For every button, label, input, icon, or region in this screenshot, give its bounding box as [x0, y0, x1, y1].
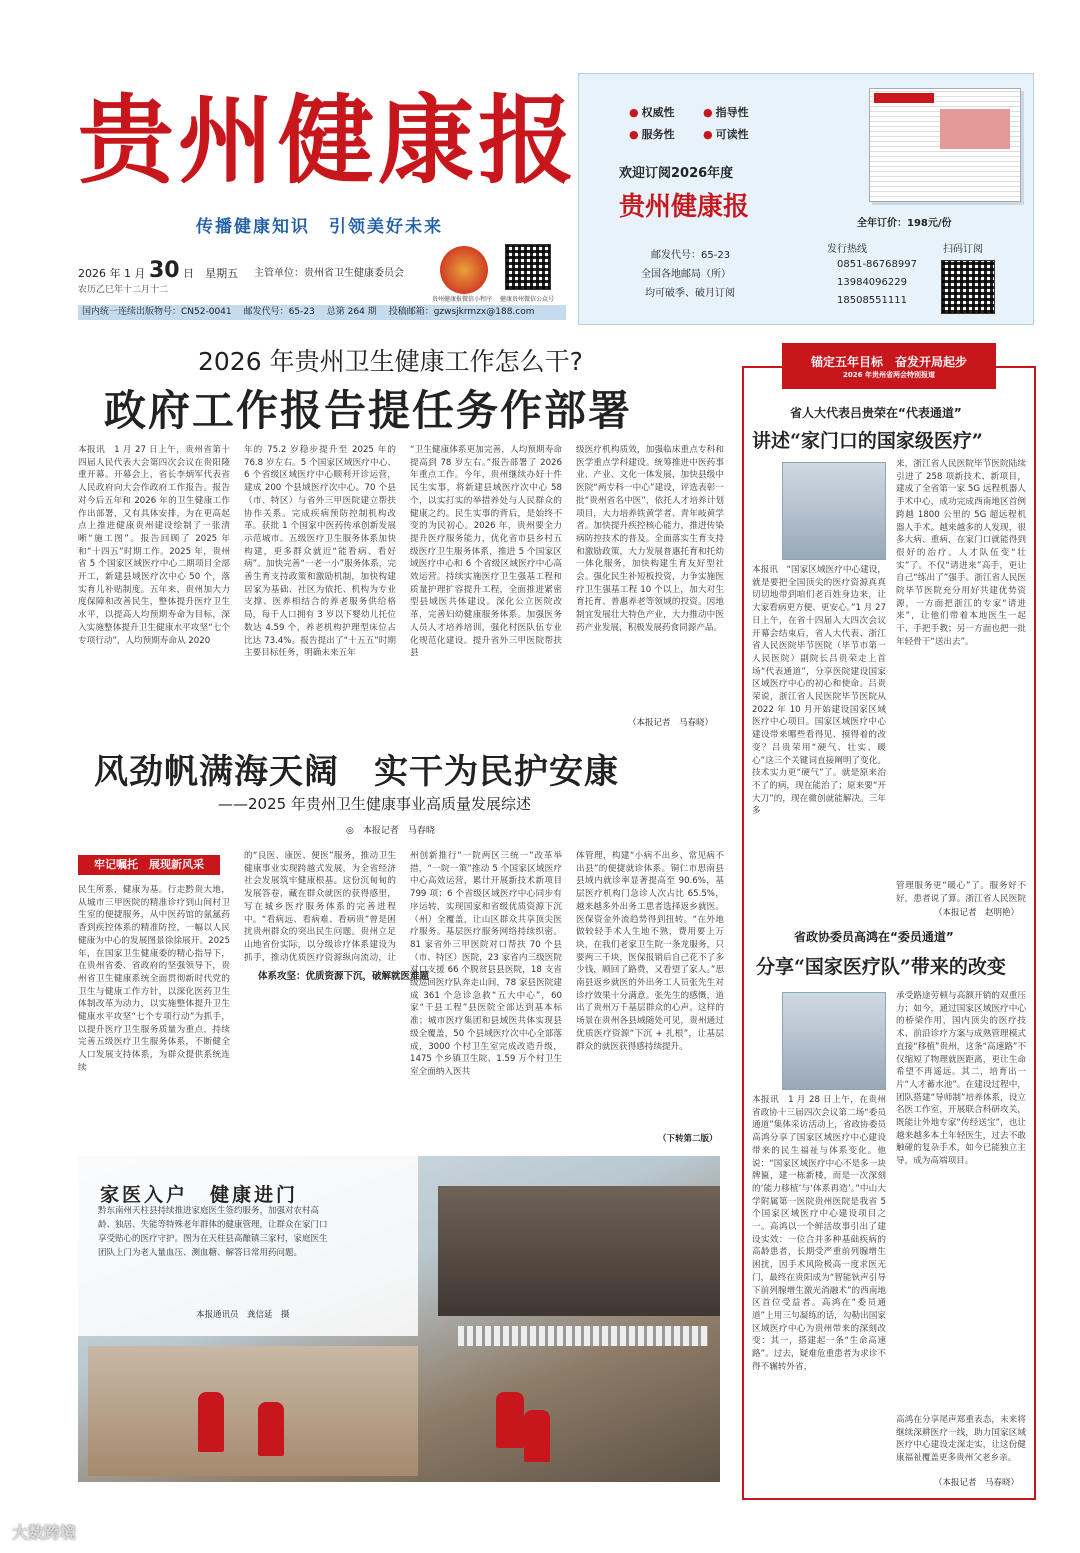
story2-text-main: 本报讯 1 月 28 日上午，在贵州省政协十三届四次会议第二场“委员通道”集体采访活动上，省政协委员高鸿分享了国家区域医疗中心建设带来的民生福祉与体系变化。他说：“国家区域医疗中心不是多一块牌匾，建一栋新楼，而是一次深刻的‘能力移植’与‘体系再造’。”中山大学附属第一医院贵州医院是我省 5 个国家区域医疗中心建设项目之一。高鸿以一个鲜活故事引出了建设实效：一位合并多种基础疾病的高龄患者，长期受严重前列腺增生困扰，因手术风险极高一度求医无门，最终在贵阳成为“智能钬声引导下前列腺增生激光消融术”的西南地区首位受益者。高鸿在“委员通道”上用三句凝练的话，勾勒出国家区域医疗中心为贵州带来的深刻改变：其一，搭建起一条“生命高速路”。过去，疑难危重患者为求诊不得不辗转外省，: [752, 1095, 886, 1372]
story1-credit: （本报记者 赵明艳）: [934, 908, 1020, 918]
dateline: [78, 258, 238, 283]
seal-logo: [440, 246, 488, 294]
ad-paper-name: 贵州健康报: [619, 192, 750, 222]
newspaper-thumbnail-icon: [869, 88, 1021, 202]
portrait-photo: [782, 462, 886, 560]
qr1-caption: 贵州健康报微信小程序: [432, 296, 493, 303]
portrait-photo: [782, 992, 886, 1090]
photo-credit: 本报通讯员 龚信延 摄: [196, 1310, 290, 1320]
ad-hotline-label: 发行热线: [827, 244, 867, 255]
story1-text-bottom: 管理服务更“暖心”了。服务好不好，患者说了算。浙江省人民医院: [896, 881, 1026, 904]
story2-credit: （本报记者 马春晓）: [934, 1478, 1020, 1488]
lead-topic: 2026 年贵州卫生健康工作怎么干?: [198, 347, 583, 376]
date-suffix: 日 星期五: [183, 267, 239, 280]
feature-subtitle: 体系攻坚：优质资源下沉，破解就医难题: [258, 971, 430, 982]
ad-welcome: 欢迎订阅2026年度: [619, 166, 734, 181]
photo-caption: 黔东南州天柱县持续推进家庭医生签约服务，加强对农村高龄、独居、失能等特殊老年群体的健康管理，让群众在家门口享受贴心的医疗守护。图为在天柱县高酿镇三家村，家庭医生团队上门为老人量血压、测血糖、解答日常用药问题。: [98, 1206, 328, 1258]
story2-text-right: 承受路途劳顿与高额开销的双重压力；如今，通过国家区域医疗中心的桥梁作用，国内顶尖的医疗技术、前沿诊疗方案与成熟管理模式直接“移植”贵州，这条“高速路”不仅缩短了物理就医距离，更让生命希望不再遥远。其二，培育出一片“人才蓄水池”。在建设过程中，团队搭建“导师制”培养体系，设立名医工作室，开展联合科研攻关，既能让外地专家“传经送宝”，也让越来越多本土年轻医生，过去不敢触碰的复杂手术，如今已能独立主导，成为高端项目。: [896, 991, 1026, 1167]
continued-note: （下转第二版）: [658, 1134, 718, 1144]
story1-kicker: 省人大代表吕贵荣在“代表通道”: [790, 406, 962, 420]
story2-headline: 分享“国家医疗队”带来的改变: [756, 956, 1006, 978]
feature-headline: 风劲帆满海天阔 实干为民护安康: [94, 752, 619, 792]
lunar-date: 农历乙巳年十二月十二: [78, 285, 169, 295]
info-item: 投稿邮箱：gzwsjkrmzx@188.com: [388, 307, 535, 317]
banner-subtitle: 2026 年贵州省两会特别报道: [843, 371, 935, 379]
lead-credit: （本报记者 马春晓）: [628, 718, 714, 728]
subscribe-qr-icon: [941, 260, 995, 314]
masthead-title: 贵州健康报: [78, 84, 578, 197]
sponsor: 主管单位：贵州省卫生健康委员会: [254, 268, 404, 279]
qr2-caption: 健康贵州微信公众号: [500, 296, 555, 303]
subscription-ad: [578, 73, 1034, 325]
ad-post-office: 全国各地邮局（所）: [641, 269, 731, 280]
story2-text-bottom: 高鸿在分享尾声郑重表态，未来将继续深耕医疗一线，助力国家区域医疗中心建设走深走实，让这份健康福祉覆盖更多贵州父老乡亲。: [896, 1415, 1026, 1464]
info-bar: [78, 305, 566, 320]
info-item: 国内统一连续出版物号：CN52-0041: [82, 307, 232, 317]
special-report-banner: [782, 343, 996, 389]
ad-postal-code: 邮发代号：65-23: [651, 250, 731, 261]
feature-column: 体管理，构建“小病不出乡、常见病不出县”的便捷就诊体系。铜仁市思南县县域内就诊率显著提高至 90.6%，基层医疗机构门急诊人次占比 65.5%，越来越多外出务工患者选择返乡就医。医保资金外流趋势得到扭转。“在外地做较轻手术人生地不熟，费用要上万块，在我们老家卫生院一条龙服务，只要两三千块，医保报销后自己花不了多少钱，顾回了路费，又看望了家人。”思南县返乡就医的外出务工人员张先生对诊疗效果十分满意。张先生的感慨，道出了贵州万千基层群众的心声。这样的场景在贵州各县域随处可见，贵州通过优质医疗资源“下沉 + 扎根”，让基层群众的就医获得感持续提升。: [576, 851, 724, 1052]
lead-column: 年的 75.2 岁稳步提升至 2025 年的 76.8 岁左右。5 个国家区域医疗中心、6 个省级区域医疗中心顺利开诊运营，建成 200 个县域医疗次中心。70 个县（市、特区）与省外三甲医院建立帮扶协作关系。完成疾病预防控制机构改革。获批 1 个国家中医药传承创新发展示范城市。五级医疗卫生服务体系加快构建，更多群众就近“能看病、看好病”。加快完善“一老一小”服务体系，完善生育支持政策和激励机制，加快构建居家为基础、社区为依托、机构为专业支撑、医养相结合的养老服务供给格局，每千人口拥有 3 岁以下婴幼儿托位数达 4.59 个，养老机构护理型床位占比达 73.4%。报告提出了“十五五”时期主要目标任务，明确未来五年: [244, 445, 396, 659]
merit-item: ● 可读性: [703, 128, 749, 141]
story1-text-main: 本报讯 “国家区域医疗中心建设，就是要把全国顶尖的医疗资源真真切切地带到咱们老百姓身边来，让大家看病更方便、更安心。”1 月 27 日上午，在省十四届人大四次会议开幕会结束后，省人大代表、浙江省人民医院毕节医院（毕节市第一人民医院）副院长吕贵荣走上首场“代表通道”，分享医院建设国家区域医疗中心的初心和使命。吕贵荣说，浙江省人民医院毕节医院从 2022 年 10 月开始建设国家区域医疗中心项目。国家区域医疗中心建设带来哪些看得见、摸得着的改变？吕贵荣用“硬气、壮实、暖心”这三个关键词直接阐明了变化。技术实力更“硬气”了。就是原来治不了的病，现在能治了；原来要“开大刀”的，现在微创就能解决。三年多: [752, 565, 886, 817]
merit-item: ● 服务性: [629, 128, 675, 141]
lead-column: “卫生健康体系更加完善，人均预期寿命提高到 78 岁左右。”报告部署了 2026 年重点工作。今年，贵州继续办好十件民生实事，将新建县域医疗次中心 58 个，以实打实的举措养处与人民群众的健康之约。民生实事的背后，是始终不变的为民初心。2026 年，贵州要全力提升医疗服务能力，优化省市县乡村五级医疗卫生服务体系，推进 5 个国家区域医疗中心和 6 个省级区域医疗中心高效运营。持续实施医疗卫生强基工程和质量护理扩容提升工程，全面推进紧密型县域医共体建设。深化公立医院改革，完善妇幼健康服务体系。加强医务人员人才培养培训，强化村医队伍专业化规范化建设。提升省外三甲医院帮扶县: [410, 445, 562, 659]
photo-title: 家医入户 健康进门: [100, 1184, 299, 1206]
banner-title: 锚定五年目标 奋发开局起步: [810, 355, 967, 369]
info-item: 邮发代号：65-23: [243, 307, 315, 317]
ad-price: 全年订价：198元/份: [857, 218, 952, 229]
feature-column: 民生所系，健康为基。行走黔贵大地，从城市三甲医院的精准诊疗到山间村卫生室的便捷服务，从中医药馆的氤氲药香到疾控体系的精准防控，一幅以人民健康为中心的发展图景徐徐展开。2025 年，在国家卫生健康委的精心指导下，在贵州省委、省政府的坚强领导下，贵州省卫生健康系统全面贯彻新时代党的卫生与健康工作方针，以深化医药卫生体制改革为动力，以实施整体提升卫生健康水平攻坚“七个专项行动”为抓手，以提升医疗卫生服务质量为重点，持续完善五级医疗卫生服务体系，不断健全人口发展支持体系，为群众提供系统连续: [78, 885, 230, 1073]
feature-column: 的“良医、康医、便医”服务，推动卫生健康事业实现跨越式发展，为全省经济社会发展筑牢健康根基。这份沉甸甸的发展答卷，藏在群众就医的获得感里，写在城乡医疗服务体系的完善进程中。“看病远、看病难、看病贵”曾是困扰贵州群众的突出民生问题。贵州立足山地省份实际，以分级诊疗体系建设为抓手，推动优质医疗资源纵向流动，让: [244, 851, 396, 962]
ad-hotline: 18508551111: [837, 295, 907, 306]
merit-item: ● 权威性: [629, 106, 675, 119]
qr-code-icon: [505, 244, 551, 290]
date-day: 30: [148, 258, 180, 283]
story1-headline: 讲述“家门口的国家级医疗”: [752, 430, 983, 452]
date-prefix: 2026 年 1 月: [78, 267, 146, 280]
feature-column-continued: [244, 994, 396, 1146]
merit-item: ● 指导性: [703, 106, 749, 119]
feature-subhead: ——2025 年贵州卫生健康事业高质量发展综述: [218, 795, 531, 813]
ad-hotline: 13984096229: [837, 277, 907, 288]
ad-hotline: 0851-86768997: [837, 259, 917, 270]
feature-column: 州创新推行“一院两区三统一”改革举措，“一院一策”推动 5 个国家区域医疗中心高效运营，累计开展新技术新项目 799 项；6 个省级区域医疗中心同步有序运转，实现国家和省级优质资源下沉（州）全覆盖，让山区群众共享顶尖医疗服务。基层医疗服务网络持续织密。81 家省外三甲医院对口帮扶 70 个县（市、特区）医院，23 家省内三级医院对口支援 66 个脱贫县县医院，18 支省级巡回医疗队奔走山间，78 家县医院建成 361 个急诊急救“五大中心”，60 家“千县工程”县医院全部达到基本标准；城市医疗集团和县域医共体实现县级全覆盖，50 个县域医疗次中心全部落成，3000 个村卫生室完成改造升级，1475 个乡镇卫生院、1.59 万个村卫生室全面纳入医共: [410, 851, 562, 1077]
story1-text-right: 来，浙江省人民医院毕节医院陆续引进了 258 项新技术、新项目，建成了全省第一家 5G 远程机器人手术中心，成功完成西南地区首例跨越 1800 公里的 5G 超远程机器人手术。越来越多的人发现，很多大病、重病，在家门口就能得到很好的治疗。人才队伍变“壮实”了。不仅“请进来”高手，更让自己“练出了”强手。浙江省人民医院毕节医院充分用好共建优势资源，一方面把浙江的专家“请进来”，让他们带着本地医生一起干、手把手教；另一方面也把一批年轻骨干“送出去”。: [896, 459, 1026, 647]
lead-headline: 政府工作报告提任务作部署: [104, 386, 633, 435]
masthead-slogan: 传播健康知识 引领美好未来: [196, 217, 443, 237]
feature-byline: ◎ 本报记者 马春晓: [346, 826, 435, 836]
lead-column: 本报讯 1 月 27 日上午，贵州省第十四届人民代表大会第四次会议在贵阳隆重开幕。开幕会上，省长李炳军代表省人民政府向大会作政府工作报告。报告对今后五年和 2026 年的卫生健康工作作出部署，又有具体安排，为在更高起点上推进健康贵州建设绘制了一张清晰“施工图”。报告回顾了 2025 年和“十四五”时期工作。2025 年，贵州省 5 个国家区域医疗中心二期项目全部开工，新建县域医疗次中心 50 个，落实育儿补贴制度。五年来，贵州加大力度保障和改善民生，整体提升医疗卫生水平，以提高人均预期寿命为目标，深入实施整体提升卫生健康水平攻坚“七个专项行动”，人均预期寿命从 2020: [78, 445, 230, 646]
section-tag: 牢记嘱托 展现新风采: [78, 855, 220, 875]
ad-scan-label: 扫码订阅: [943, 244, 983, 255]
info-item: 总第 264 期: [326, 307, 377, 317]
ad-subscribe-anytime: 均可破季、破月订阅: [645, 288, 735, 299]
watermark: 大数跨境: [12, 1523, 77, 1542]
lead-column: 级医疗机构质效，加强临床重点专科和医学重点学科建设。统筹推进中医药事业、产业、文化一体发展，加快县级中医院“两专科一中心”建设，评选表彰一批“贵州省名中医”，依托人才培养计划项目，大力培养铁黄学者、青年岐黄学者。加快提升疾控核心能力，推进传染病防控技术的普及。全面落实生育支持和激励政策，大力发展普惠托育和托幼一体化服务，加快构建生育友好型社会。强化民生补短板投资，力争实施医疗卫生强基工程 10 个以上，加大对生育托育、普惠养老等领域的投资。因地制宜发展壮大特色产业，大力推动中医药产业发展，积极发展药食同源产品。: [576, 445, 724, 633]
story2-kicker: 省政协委员高鸿在“委员通道”: [794, 930, 954, 944]
